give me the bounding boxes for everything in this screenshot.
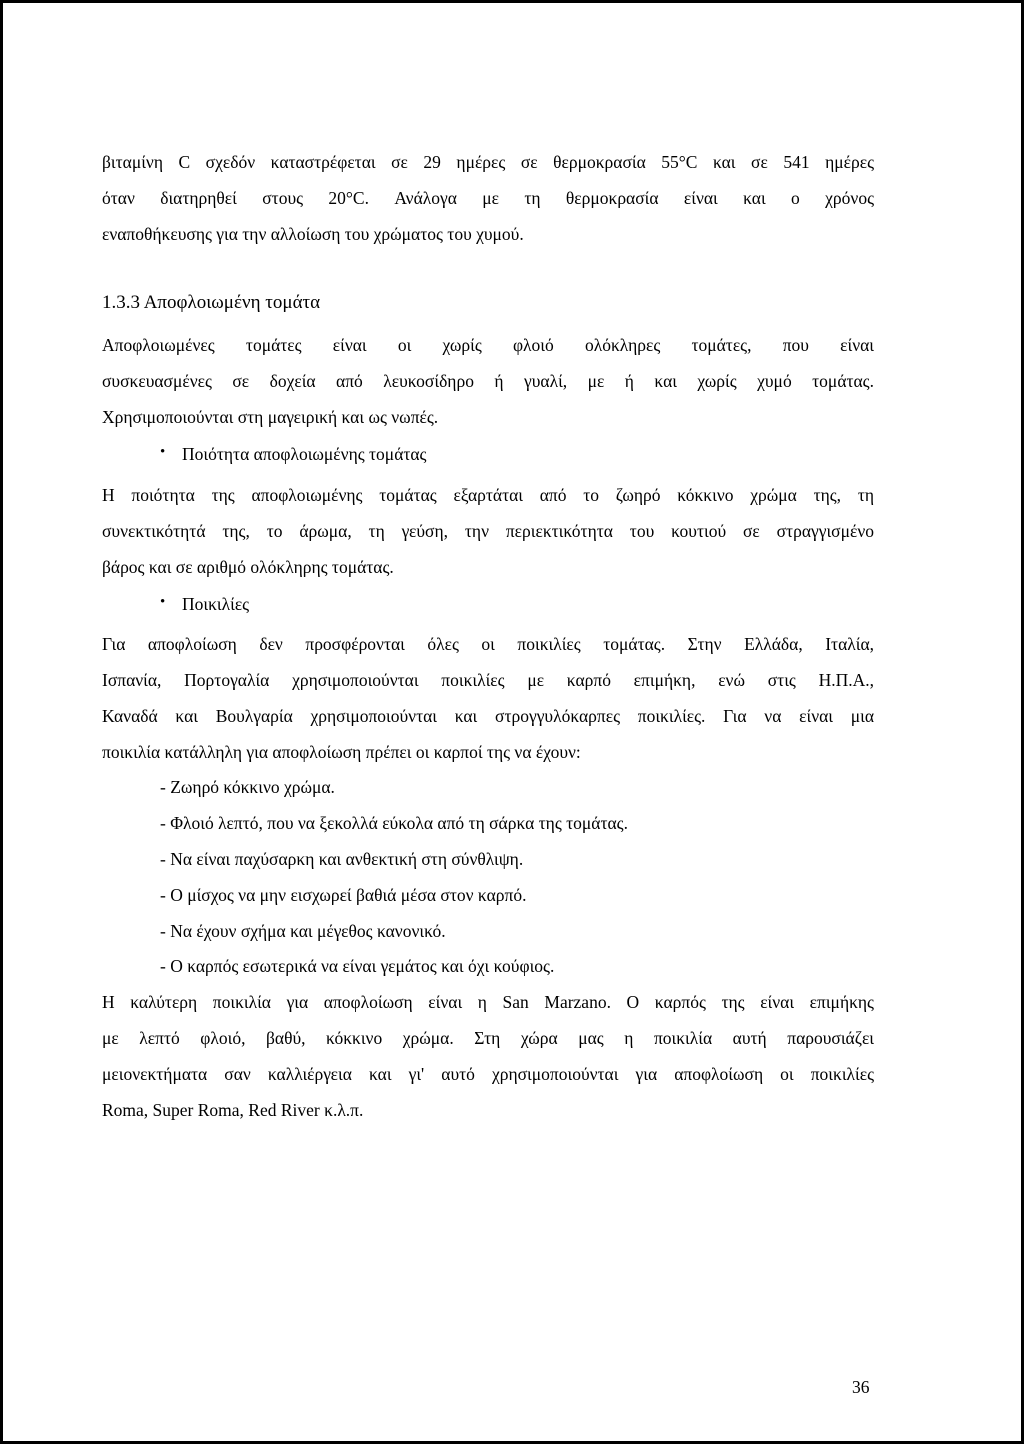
page-number: 36 — [852, 1377, 870, 1397]
quality-line-1: Η ποιότητα της αποφλοιωμένης τομάτας εξαρτάται από το ζωηρό κόκκινο χρώμα της, τη — [102, 485, 874, 505]
intro-line-3: εναποθήκευσης για την αλλοίωση του χρώματος του χυμού. — [102, 224, 524, 244]
closing-line-2: με λεπτό φλοιό, βαθύ, κόκκινο χρώμα. Στη χώρα μας η ποικιλία αυτή παρουσιάζει — [102, 1028, 874, 1048]
varieties-line-3: Καναδά και Βουλγαρία χρησιμοποιούνται και στρογγυλόκαρπες ποικιλίες. Για να είναι μια — [102, 706, 874, 726]
requirement-item: - Να έχουν σχήμα και μέγεθος κανονικό. — [160, 921, 446, 941]
varieties-line-1: Για αποφλοίωση δεν προσφέρονται όλες οι ποικιλίες τομάτας. Στην Ελλάδα, Ιταλία, — [102, 634, 874, 654]
section-heading: 1.3.3 Αποφλοιωμένη τομάτα — [102, 292, 321, 313]
requirement-item: - Ο καρπός εσωτερικά να είναι γεμάτος και όχι κούφιος. — [160, 956, 555, 976]
closing-line-3: μειονεκτήματα σαν καλλιέργεια και γι' αυτό χρησιμοποιούνται για αποφλοίωση οι ποικιλίες — [102, 1064, 874, 1084]
quality-line-3: βάρος και σε αριθμό ολόκληρης τομάτας. — [102, 557, 394, 577]
section-line-1: Αποφλοιωμένες τομάτες είναι οι χωρίς φλοιό ολόκληρες τομάτες, που είναι — [102, 335, 874, 355]
closing-line-1: Η καλύτερη ποικιλία για αποφλοίωση είναι η San Marzano. Ο καρπός της είναι επιμήκης — [102, 992, 874, 1012]
varieties-line-2: Ισπανία, Πορτογαλία χρησιμοποιούνται ποικιλίες με καρπό επιμήκη, ενώ στις Η.Π.Α., — [102, 670, 874, 690]
quality-title: Ποιότητα αποφλοιωμένης τομάτας — [182, 444, 427, 464]
section-line-2: συσκευασμένες σε δοχεία από λευκοσίδηρο ή γυαλί, με ή και χωρίς χυμό τομάτας. — [102, 371, 874, 391]
requirement-item: - Να είναι παχύσαρκη και ανθεκτική στη σύνθλιψη. — [160, 849, 524, 869]
quality-bullet: • — [160, 444, 166, 460]
varieties-title: Ποικιλίες — [182, 594, 250, 614]
quality-line-2: συνεκτικότητά της, το άρωμα, τη γεύση, την περιεκτικότητα του κουτιού σε στραγγισμένο — [102, 521, 874, 541]
intro-line-2: όταν διατηρηθεί στους 20°C. Ανάλογα με τη θερμοκρασία είναι και ο χρόνος — [102, 188, 874, 208]
requirement-item: - Ζωηρό κόκκινο χρώμα. — [160, 777, 335, 797]
section-line-3: Χρησιμοποιούνται στη μαγειρική και ως νωπές. — [102, 407, 439, 427]
closing-line-4: Roma, Super Roma, Red River κ.λ.π. — [102, 1100, 364, 1120]
requirement-item: - Φλοιό λεπτό, που να ξεκολλά εύκολα από τη σάρκα της τομάτας. — [160, 813, 628, 833]
varieties-line-4: ποικιλία κατάλληλη για αποφλοίωση πρέπει οι καρποί της να έχουν: — [102, 742, 581, 762]
varieties-bullet: • — [160, 594, 166, 610]
intro-line-1: βιταμίνη C σχεδόν καταστρέφεται σε 29 ημέρες σε θερμοκρασία 55°C και σε 541 ημέρες — [102, 152, 874, 172]
requirement-item: - Ο μίσχος να μην εισχωρεί βαθιά μέσα στον καρπό. — [160, 885, 527, 905]
